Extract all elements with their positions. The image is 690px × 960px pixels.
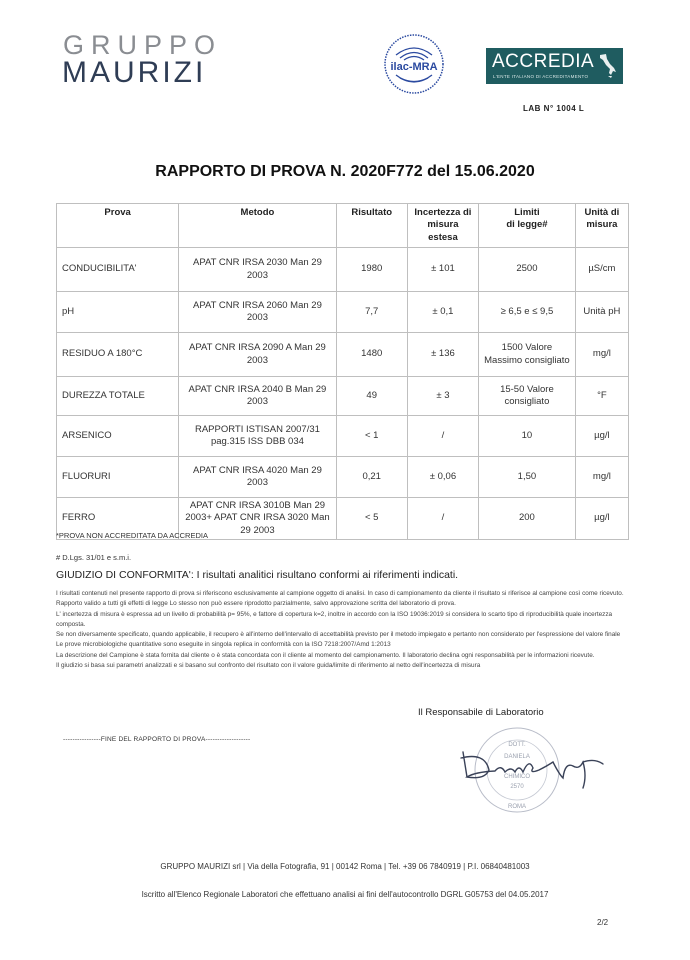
giudizio-text: : I risultati analitici risultano conformi ai riferimenti indicati. [190,569,459,581]
cell-unita: µS/cm [575,248,628,292]
cell-risultato: 7,7 [336,292,407,333]
cell-incertezza: ± 3 [407,377,478,416]
cell-incertezza: ± 136 [407,333,478,377]
disclaimer-block [56,589,631,671]
logo-maurizi-text: MAURIZI [62,56,207,89]
cell-incertezza: ± 0,06 [407,457,478,498]
cell-risultato: 1980 [336,248,407,292]
disclaimer-line: Rapporto valido a tutti gli effetti di legge Lo stesso non può essere riprodotto parzialmente, salvo approvazione scritta del laboratorio di prova. [56,600,456,608]
svg-text:DOTT.: DOTT. [508,742,526,748]
cell-metodo: APAT CNR IRSA 2040 B Man 29 2003 [179,377,336,416]
disclaimer-line: I risultati contenuti nel presente rapporto di prova si riferiscono esclusivamente al campione oggetto di analisi. In caso di campionamento da cliente il risultato si riferisce al campione così come ricevuto. [56,590,624,597]
cell-prova: CONDUCIBILITA' [57,248,179,292]
note-dlgs: # D.Lgs. 31/01 e s.m.i. [56,553,132,562]
ilac-mra-logo [383,33,445,95]
col-header-incertezza: Incertezza di misura estesa [407,204,478,248]
cell-unita: mg/l [575,333,628,377]
accredia-subtitle: L'ENTE ITALIANO DI ACCREDITAMENTO [493,74,589,79]
col-header-limiti: Limiti di legge# [479,204,576,248]
disclaimer-line: Se non diversamente specificato, quando applicabile, il recupero è all'interno dell'intervallo di accettabilità previsto per il metodo impiegato e pertanto non considerato per l'espressione del valore finale [56,631,621,639]
cell-metodo: RAPPORTI ISTISAN 2007/31 pag.315 ISS DBB 034 [179,416,336,457]
cell-limiti: 1,50 [479,457,576,498]
table-row [57,416,629,457]
cell-limiti: 2500 [479,248,576,292]
cell-risultato: 0,21 [336,457,407,498]
disclaimer-line: Le prove microbiologiche quantitative sono eseguite in singola replica in conformità con la ISO 7218:2007/Amd 1:2013 [56,641,391,649]
table-row [57,333,629,377]
giudizio-label: GIUDIZIO DI CONFORMITA' [56,569,191,581]
cell-unita: °F [575,377,628,416]
cell-limiti: 1500 Valore Massimo consigliato [479,333,576,377]
footer-registration: Iscritto all'Elenco Regionale Laboratori che effettuano analisi ai fini dell'autocontrollo DGRL G05753 del 04.05.2017 [141,890,549,899]
col-header-prova: Prova [57,204,179,248]
report-title: RAPPORTO DI PROVA N. 2020F772 del 15.06.2020 [155,163,535,180]
svg-text:ROMA: ROMA [508,804,526,810]
cell-prova: FLUORURI [57,457,179,498]
cell-prova: DUREZZA TOTALE [57,377,179,416]
italy-map-icon [597,53,617,79]
cell-prova: FERRO [57,498,179,540]
cell-metodo: APAT CNR IRSA 2090 A Man 29 2003 [179,333,336,377]
footer-company-info: GRUPPO MAURIZI srl | Via della Fotografia, 91 | 00142 Roma | Tel. +39 06 7840919 | P.I. 06840481003 [160,862,530,871]
cell-metodo: APAT CNR IRSA 4020 Man 29 2003 [179,457,336,498]
logo-gruppo-text: GRUPPO [63,30,223,60]
ilac-mra-icon [383,33,445,95]
svg-text:DANIELA: DANIELA [504,754,530,760]
cell-limiti: 200 [479,498,576,540]
cell-limiti: 10 [479,416,576,457]
table-row [57,248,629,292]
cell-prova: pH [57,292,179,333]
cell-risultato: < 1 [336,416,407,457]
cell-incertezza: ± 101 [407,248,478,292]
svg-text:2570: 2570 [510,784,524,790]
svg-text:ilac-MRA: ilac-MRA [390,61,438,73]
cell-risultato: 49 [336,377,407,416]
cell-unita: Unità pH [575,292,628,333]
responsabile-label: Il Responsabile di Laboratorio [418,707,544,718]
cell-incertezza: / [407,416,478,457]
table-row [57,292,629,333]
results-table [56,203,629,540]
cell-metodo: APAT CNR IRSA 2060 Man 29 2003 [179,292,336,333]
table-row [57,377,629,416]
table-header-row [57,204,629,248]
cell-prova: ARSENICO [57,416,179,457]
table-row [57,457,629,498]
col-header-metodo: Metodo [179,204,336,248]
signature-stamp [455,722,635,822]
disclaimer-line: La descrizione del Campione è stata fornita dal cliente o è stata concordata con il cliente al momento del campionamento. Il laboratorio declina ogni responsabilità per le informazioni ricevute. [56,651,595,659]
note-non-accreditata: *PROVA NON ACCREDITATA DA ACCREDIA [56,531,208,540]
cell-incertezza: / [407,498,478,540]
accredia-label: ACCREDIA [492,51,595,72]
cell-limiti: 15-50 Valore consigliato [479,377,576,416]
disclaimer-line: L' incertezza di misura è espressa ad un livello di probabilità p= 95%, e fattore di copertura k=2, inoltre in accordo con la ISO 19036:2019 si considera lo scarto tipo di riproducibilità quale incertezza composta. [56,610,613,628]
page-number: 2/2 [597,918,609,927]
col-header-unita: Unità di misura [575,204,628,248]
cell-unita: mg/l [575,457,628,498]
disclaimer-line: Il giudizio si basa sui parametri analizzati e si basano sul confronto del risultato con il valore guida/limite di riferimento al netto dell'incertezza di misura [56,662,481,670]
col-header-risultato: Risultato [336,204,407,248]
cell-metodo: APAT CNR IRSA 3010B Man 29 2003+ APAT CNR IRSA 3020 Man 29 2003 [179,498,336,540]
cell-incertezza: ± 0,1 [407,292,478,333]
lab-number: LAB N° 1004 L [523,104,585,113]
giudizio-conformita [56,569,458,581]
cell-metodo: APAT CNR IRSA 2030 Man 29 2003 [179,248,336,292]
cell-unita: µg/l [575,498,628,540]
fine-rapporto: ----------------FINE DEL RAPPORTO DI PROVA------------------- [63,736,251,743]
cell-prova: RESIDUO A 180°C [57,333,179,377]
cell-unita: µg/l [575,416,628,457]
cell-risultato: < 5 [336,498,407,540]
accredia-logo [486,48,623,84]
cell-limiti: ≥ 6,5 e ≤ 9,5 [479,292,576,333]
cell-risultato: 1480 [336,333,407,377]
stamp-seal-icon [455,722,635,822]
svg-text:CHIMICO: CHIMICO [504,774,530,780]
